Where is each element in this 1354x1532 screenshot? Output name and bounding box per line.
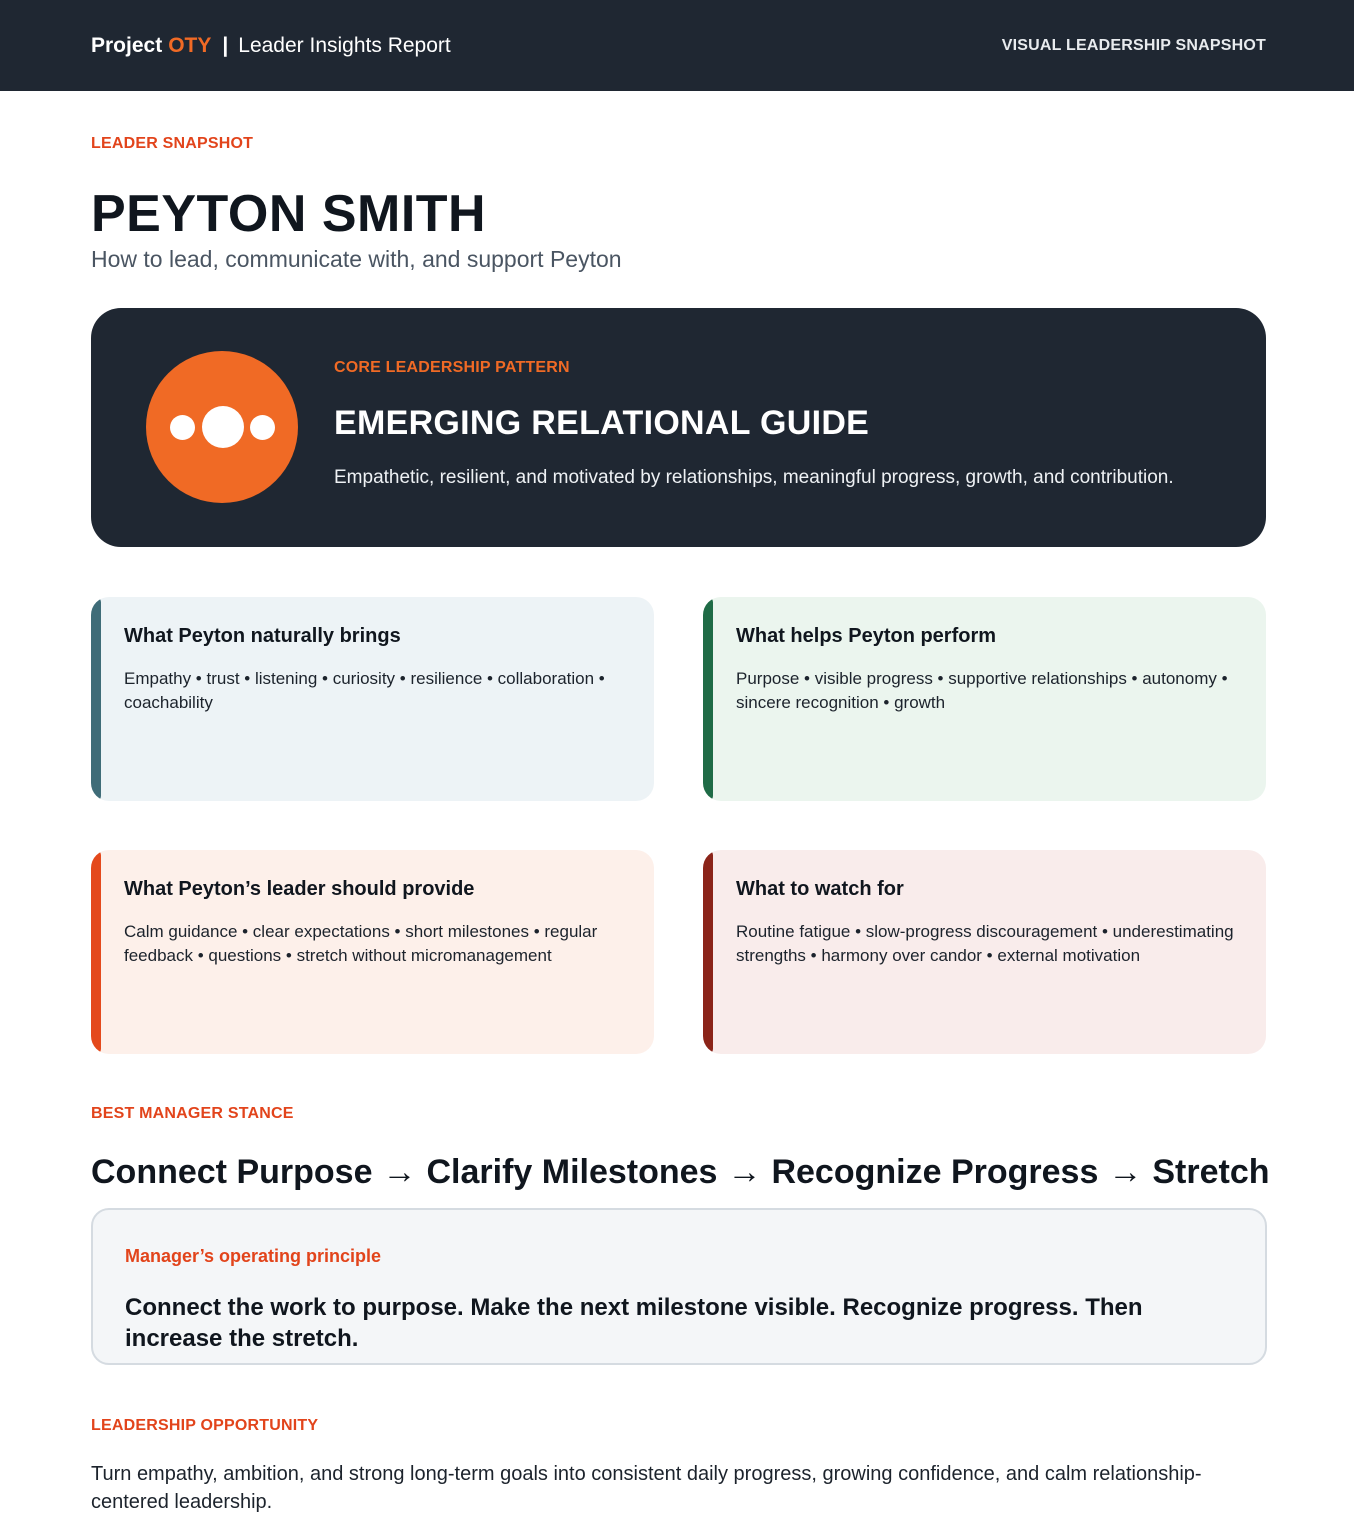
operating-principle-label: Manager’s operating principle bbox=[125, 1246, 382, 1266]
leadership-opportunity-eyebrow: LEADERSHIP OPPORTUNITY bbox=[91, 1417, 319, 1434]
card-accent-bar bbox=[91, 597, 101, 801]
arrow-icon: → bbox=[727, 1153, 762, 1191]
card-helps-perform bbox=[703, 597, 1266, 801]
stance-step: Clarify Milestones bbox=[426, 1153, 718, 1191]
card-leader-should-provide bbox=[91, 850, 654, 1054]
operating-principle-box bbox=[91, 1208, 1267, 1365]
top-bar bbox=[0, 0, 1354, 91]
brand bbox=[91, 34, 451, 58]
stance-step: Recognize Progress bbox=[771, 1153, 1099, 1191]
card-title: What to watch for bbox=[736, 878, 904, 900]
card-body: Calm guidance • clear expectations • short milestones • regular feedback • questions • stretch without micromanagement bbox=[124, 922, 598, 965]
report-title: Leader Insights Report bbox=[238, 33, 451, 57]
card-body: Purpose • visible progress • supportive relationships • autonomy • sincere recognition • growth bbox=[736, 669, 1228, 712]
leadership-opportunity-text: Turn empathy, ambition, and strong long-term goals into consistent daily progress, growing confidence, and calm relationship-centered leadership. bbox=[91, 1463, 1202, 1513]
card-accent-bar bbox=[703, 850, 713, 1054]
card-watch-for bbox=[703, 850, 1266, 1054]
snapshot-label: VISUAL LEADERSHIP SNAPSHOT bbox=[1001, 36, 1266, 54]
project-accent: OTY bbox=[168, 33, 212, 57]
card-body: Routine fatigue • slow-progress discouragement • underestimating strengths • harmony over candor • external motivation bbox=[736, 922, 1234, 965]
dot-small-left bbox=[170, 415, 195, 440]
leader-name: PEYTON SMITH bbox=[91, 185, 487, 243]
core-pattern-title: EMERGING RELATIONAL GUIDE bbox=[334, 404, 870, 442]
card-title: What helps Peyton perform bbox=[736, 625, 997, 647]
arrow-icon: → bbox=[1108, 1153, 1143, 1191]
core-pattern-label: CORE LEADERSHIP PATTERN bbox=[334, 359, 570, 376]
operating-principle-text: Connect the work to purpose. Make the next milestone visible. Recognize progress. Then increase the stretch. bbox=[125, 1294, 1143, 1352]
core-pattern-description: Empathetic, resilient, and motivated by relationships, meaningful progress, growth, and contribution. bbox=[334, 467, 1174, 488]
project-label: Project bbox=[91, 33, 163, 57]
card-title: What Peyton’s leader should provide bbox=[124, 878, 475, 900]
stance-sequence bbox=[91, 1153, 1270, 1192]
core-pattern-panel bbox=[91, 308, 1266, 547]
dot-large-center bbox=[202, 406, 244, 448]
card-body: Empathy • trust • listening • curiosity • resilience • collaboration • coachability bbox=[124, 669, 605, 712]
arrow-icon: → bbox=[382, 1153, 417, 1191]
card-naturally-brings bbox=[91, 597, 654, 801]
brand-separator: | bbox=[222, 33, 229, 57]
card-accent-bar bbox=[91, 850, 101, 1054]
stance-step: Connect Purpose bbox=[91, 1153, 373, 1191]
leader-snapshot-eyebrow: LEADER SNAPSHOT bbox=[91, 135, 254, 152]
best-manager-stance-eyebrow: BEST MANAGER STANCE bbox=[91, 1105, 294, 1122]
card-accent-bar bbox=[703, 597, 713, 801]
three-dots-icon bbox=[146, 351, 298, 503]
card-title: What Peyton naturally brings bbox=[124, 625, 401, 647]
leader-subtitle: How to lead, communicate with, and support Peyton bbox=[91, 246, 622, 272]
stance-step: Stretch bbox=[1152, 1153, 1270, 1191]
dot-small-right bbox=[250, 415, 275, 440]
